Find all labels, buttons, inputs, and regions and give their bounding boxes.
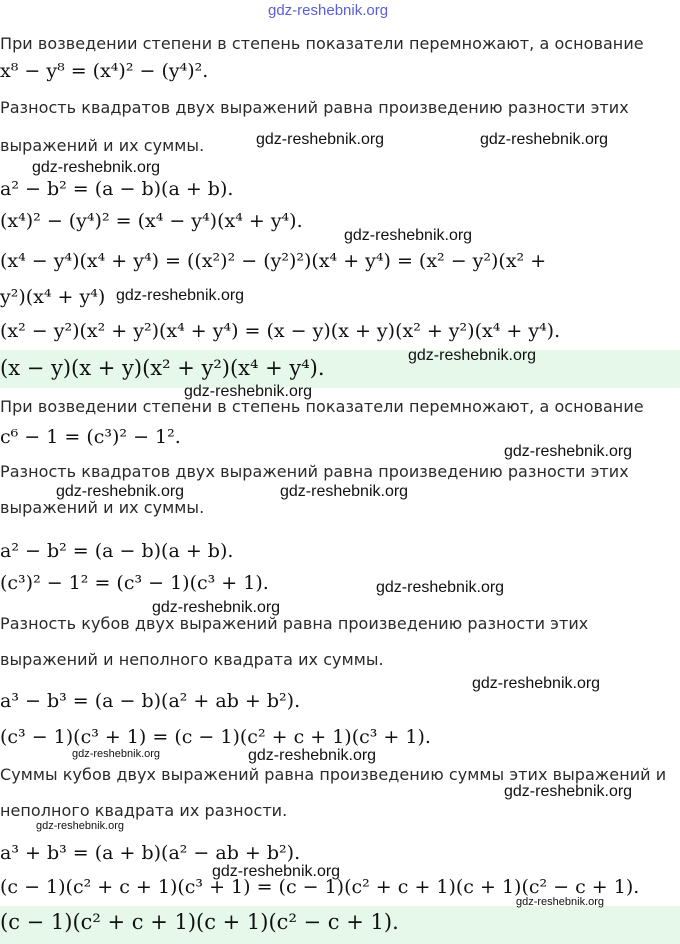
watermark: gdz-reshebnik.org [504,783,633,800]
paragraph-difference-of-squares-cont: выражений и их суммы. [0,136,205,155]
watermark: gdz-reshebnik.org [212,863,341,880]
final-answer: (x − y)(x + y)(x² + y²)(x⁴ + y⁴). [0,356,325,380]
watermark: gdz-reshebnik.org [36,820,125,832]
equation: (x² − y²)(x² + y²)(x⁴ + y⁴) = (x − y)(x + y)(x² + y²)(x⁴ + y⁴). [0,320,561,342]
watermark: gdz-reshebnik.org [184,383,313,400]
paragraph-sum-of-cubes-cont: неполного квадрата их разности. [0,801,288,820]
equation: x⁸ − y⁸ = (x⁴)² − (y⁴)². [0,60,209,82]
paragraph-sum-of-cubes: Суммы кубов двух выражений равна произведению суммы этих выражений и [0,765,667,784]
watermark: gdz-reshebnik.org [516,896,605,908]
watermark: gdz-reshebnik.org [248,747,377,764]
watermark: gdz-reshebnik.org [376,579,505,596]
paragraph-difference-of-cubes-cont: выражений и неполного квадрата их суммы. [0,650,384,669]
watermark: gdz-reshebnik.org [504,443,633,460]
watermark: gdz-reshebnik.org [408,347,537,364]
paragraph-exponent-rule: При возведении степени в степень показатели перемножают, а основание [0,397,644,416]
paragraph-difference-of-squares-cont: выражений и их суммы. [0,498,205,517]
watermark: gdz-reshebnik.org [268,2,389,19]
equation: (c³)² − 1² = (c³ − 1)(c³ + 1). [0,572,269,594]
paragraph-difference-of-squares: Разность квадратов двух выражений равна произведению разности этих [0,462,629,481]
equation-cont: y²)(x⁴ + y⁴) [0,286,106,308]
equation: (c³ − 1)(c³ + 1) = (c − 1)(c² + c + 1)(c³ + 1). [0,726,431,748]
watermark: gdz-reshebnik.org [72,748,161,760]
equation: a² − b² = (a − b)(a + b). [0,178,234,200]
equation: a³ − b³ = (a − b)(a² + ab + b²). [0,690,301,712]
watermark: gdz-reshebnik.org [480,131,609,148]
equation: a³ + b³ = (a + b)(a² − ab + b²). [0,842,301,864]
watermark: gdz-reshebnik.org [56,483,185,500]
equation: (x⁴)² − (y⁴)² = (x⁴ − y⁴)(x⁴ + y⁴). [0,210,303,232]
paragraph-difference-of-squares: Разность квадратов двух выражений равна произведению разности этих [0,98,629,117]
final-answer: (c − 1)(c² + c + 1)(c + 1)(c² − c + 1). [0,910,399,934]
paragraph-exponent-rule: При возведении степени в степень показатели перемножают, а основание [0,34,644,53]
equation: (c − 1)(c² + c + 1)(c³ + 1) = (c − 1)(c² + c + 1)(c + 1)(c² − c + 1). [0,876,640,898]
watermark: gdz-reshebnik.org [152,599,281,616]
watermark: gdz-reshebnik.org [472,675,601,692]
equation: (x⁴ − y⁴)(x⁴ + y⁴) = ((x²)² − (y²)²)(x⁴ + y⁴) = (x² − y²)(x² + [0,250,547,272]
watermark: gdz-reshebnik.org [32,159,161,176]
equation: c⁶ − 1 = (c³)² − 1². [0,426,181,448]
watermark: gdz-reshebnik.org [280,483,409,500]
paragraph-difference-of-cubes: Разность кубов двух выражений равна произведению разности этих [0,614,589,633]
equation: a² − b² = (a − b)(a + b). [0,540,234,562]
watermark: gdz-reshebnik.org [344,227,473,244]
watermark: gdz-reshebnik.org [116,287,245,304]
watermark: gdz-reshebnik.org [256,131,385,148]
